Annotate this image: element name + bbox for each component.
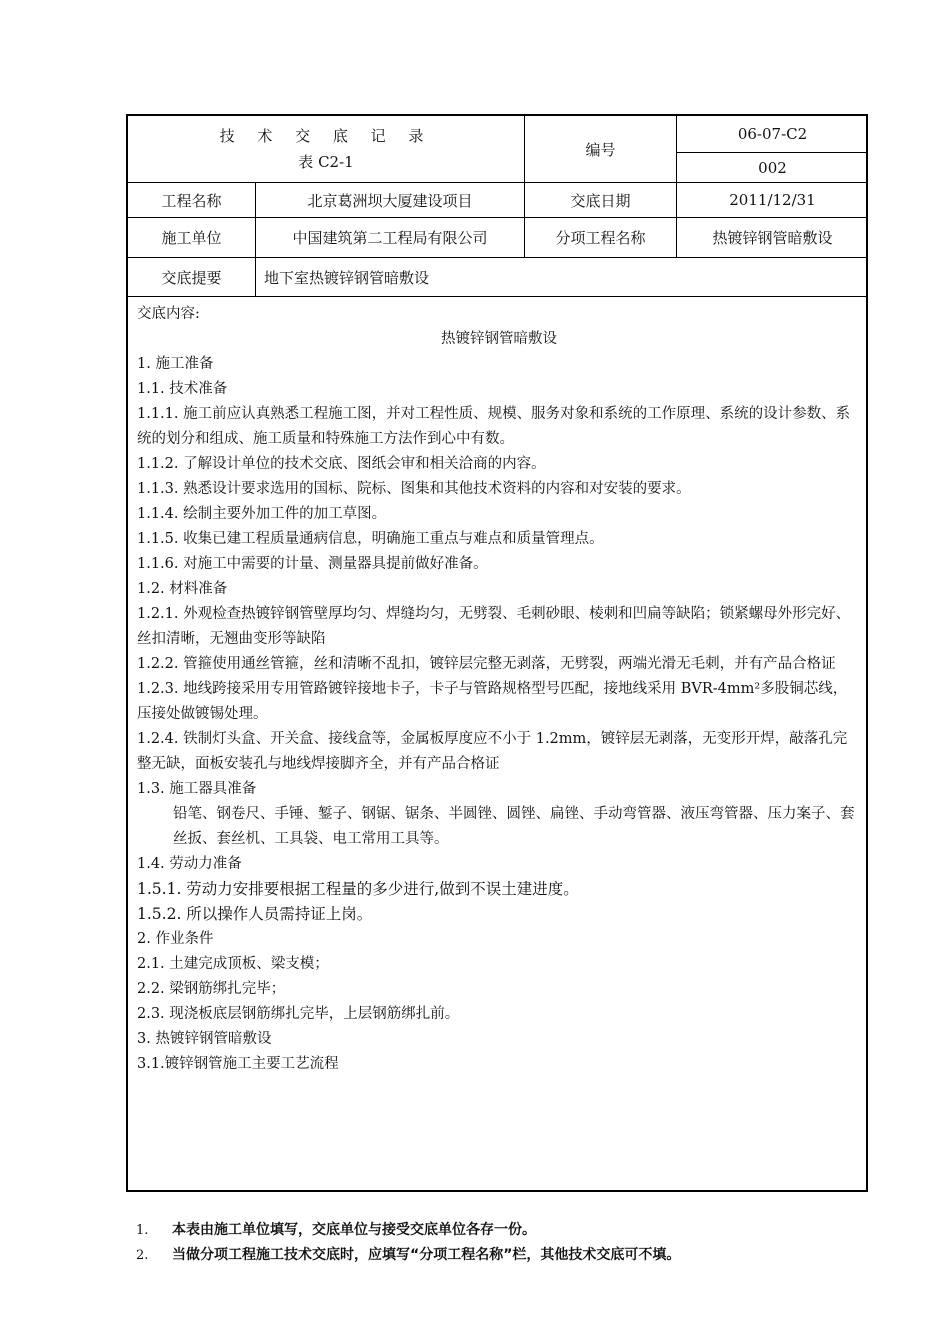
content-line: 1.2.3. 地线跨接采用专用管路镀锌接地卡子，卡子与管路规格型号匹配，接地线采用 BVR-4mm²多股铜芯线，压接处做镀锡处理。 xyxy=(137,681,848,722)
number-value-1: 06-07-C2 xyxy=(737,125,808,143)
project-name-label: 工程名称 xyxy=(161,191,222,210)
note-text: 本表由施工单位填写，交底单位与接受交底单位各存一份。 xyxy=(172,1222,536,1238)
tools-list: 铅笔、钢卷尺、手锤、錾子、钢锯、锯条、半圆锉、圆锉、扁锉、手动弯管器、液压弯管器、压力案子、套丝扳、套丝机、工具袋、电工常用工具等。 xyxy=(173,806,855,847)
summary-label: 交底提要 xyxy=(161,268,222,287)
construction-unit-value: 中国建筑第二工程局有限公司 xyxy=(292,229,488,247)
number-value-2: 002 xyxy=(758,158,787,177)
content-line: 1.2.1. 外观检查热镀锌钢管壁厚均匀、焊缝均匀，无劈裂、毛刺砂眼、棱刺和凹扁等缺陷；锁紧螺母外形完好、丝扣清晰，无翘曲变形等缺陷 xyxy=(137,606,851,647)
note-number: 1. xyxy=(136,1223,149,1238)
content-line: 1.3. 施工器具准备 xyxy=(137,781,257,797)
content-line: 1.5.2. 所以操作人员需持证上岗。 xyxy=(137,905,373,923)
content-line: 1.1.6. 对施工中需要的计量、测量器具提前做好准备。 xyxy=(137,556,488,572)
content-line: 1.1.3. 熟悉设计要求选用的国标、院标、图集和其他技术资料的内容和对安装的要求。 xyxy=(137,481,691,497)
content-line: 1.4. 劳动力准备 xyxy=(137,856,242,872)
content-line: 3.1.镀锌钢管施工主要工艺流程 xyxy=(137,1056,339,1072)
form-title-cell xyxy=(128,116,524,182)
form-code: 表 C2-1 xyxy=(298,153,354,171)
summary-value: 地下室热镀锌钢管暗敷设 xyxy=(264,268,430,287)
content-line: 2.3. 现浇板底层钢筋绑扎完毕，上层钢筋绑扎前。 xyxy=(137,1006,460,1022)
note-number: 2. xyxy=(136,1248,149,1263)
disclosure-content xyxy=(137,302,861,1077)
construction-unit-label: 施工单位 xyxy=(161,229,222,247)
content-line: 1.1.5. 收集已建工程质量通病信息，明确施工重点与难点和质量管理点。 xyxy=(137,531,604,547)
row-divider xyxy=(128,296,868,297)
content-line: 1.2.4. 铁制灯头盒、开关盒、接线盒等，金属板厚度应不小于 1.2mm，镀锌层无剥落，无变形开焊，敲落孔完整无缺，面板安装孔与地线焊接脚齐全，并有产品合格证 xyxy=(137,731,848,772)
content-line: 1.2. 材料准备 xyxy=(137,581,228,597)
content-line: 1.1.1. 施工前应认真熟悉工程施工图，并对工程性质、规模、服务对象和系统的工作原理、系统的设计参数、系统的划分和组成、施工质量和特殊施工方法作到心中有数。 xyxy=(137,406,851,447)
sub-project-label: 分项工程名称 xyxy=(555,229,646,247)
note-item xyxy=(136,1243,896,1268)
form-title: 技 术 交 底 记 录 xyxy=(219,127,433,145)
content-label: 交底内容: xyxy=(137,306,200,322)
content-line: 1. 施工准备 xyxy=(137,356,214,372)
content-line: 1.1.4. 绘制主要外加工件的加工草图。 xyxy=(137,506,387,522)
disclosure-date-value: 2011/12/31 xyxy=(729,191,816,209)
content-line: 2.2. 梁钢筋绑扎完毕； xyxy=(137,981,286,997)
note-item xyxy=(136,1218,896,1243)
content-line: 2.1. 土建完成顶板、梁支模； xyxy=(137,956,329,972)
content-heading: 热镀锌钢管暗敷设 xyxy=(441,331,557,347)
content-line: 1.1.2. 了解设计单位的技术交底、图纸会审和相关洽商的内容。 xyxy=(137,456,546,472)
content-line: 3. 热镀锌钢管暗敷设 xyxy=(137,1031,272,1047)
content-line: 1.1. 技术准备 xyxy=(137,381,228,397)
content-line: 2. 作业条件 xyxy=(137,931,214,947)
form-notes xyxy=(136,1218,896,1268)
disclosure-date-label: 交底日期 xyxy=(570,191,631,210)
content-line: 1.5.1. 劳动力安排要根据工程量的多少进行,做到不误土建进度。 xyxy=(137,880,579,898)
number-label: 编号 xyxy=(585,140,616,159)
sub-project-value: 热镀锌钢管暗敷设 xyxy=(712,229,833,247)
content-line: 1.2.2. 管箍使用通丝管箍，丝和清晰不乱扣，镀锌层完整无剥落，无劈裂，两端光滑无毛刺，并有产品合格证 xyxy=(137,656,836,672)
project-name-value: 北京葛洲坝大厦建设项目 xyxy=(307,191,473,210)
note-text: 当做分项工程施工技术交底时，应填写“分项工程名称”栏，其他技术交底可不填。 xyxy=(172,1247,681,1263)
technical-disclosure-form xyxy=(126,114,868,1192)
